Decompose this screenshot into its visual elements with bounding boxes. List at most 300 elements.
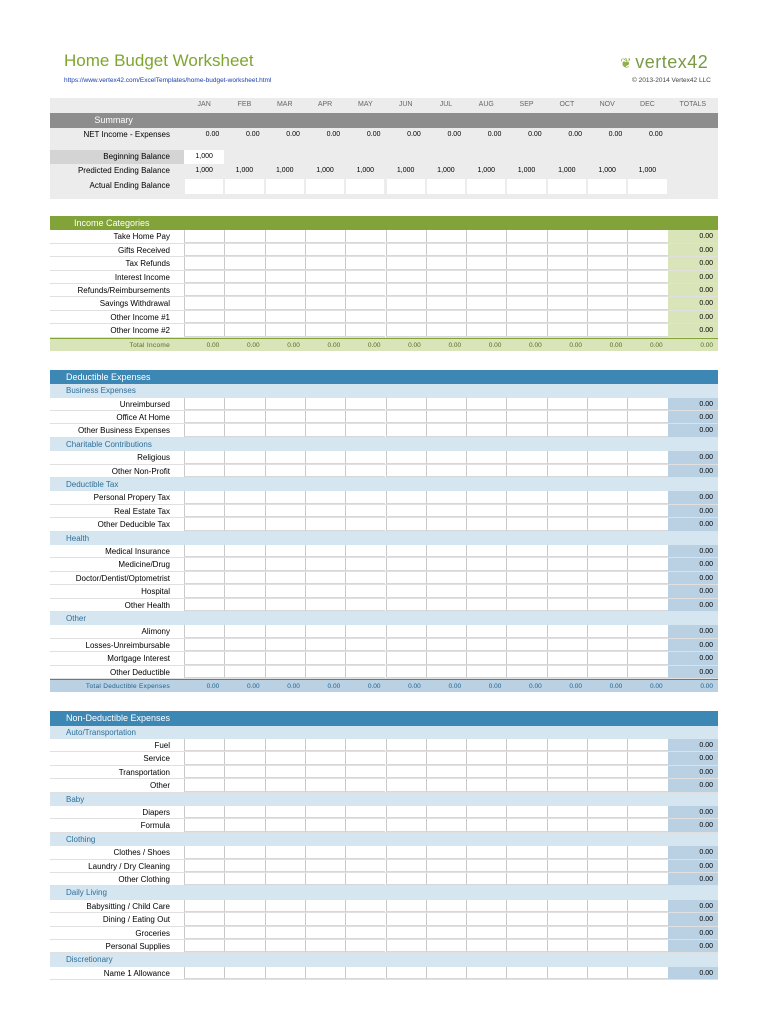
- amount-input[interactable]: [345, 505, 385, 517]
- amount-input[interactable]: [587, 257, 627, 269]
- amount-input[interactable]: [426, 398, 466, 410]
- amount-input[interactable]: [386, 545, 426, 557]
- amount-input[interactable]: [547, 257, 587, 269]
- amount-input[interactable]: [345, 819, 385, 831]
- amount-input[interactable]: [305, 230, 345, 242]
- amount-input[interactable]: [466, 652, 506, 664]
- amount-input[interactable]: [506, 518, 546, 530]
- amount-input[interactable]: [386, 244, 426, 256]
- amount-input[interactable]: [506, 752, 546, 764]
- amount-input[interactable]: [426, 599, 466, 611]
- amount-input[interactable]: [386, 752, 426, 764]
- amount-input[interactable]: [547, 752, 587, 764]
- amount-input[interactable]: [305, 873, 345, 885]
- amount-input[interactable]: [345, 518, 385, 530]
- amount-input[interactable]: [224, 572, 264, 584]
- amount-input[interactable]: [506, 860, 546, 872]
- amount-input[interactable]: [345, 913, 385, 925]
- amount-input[interactable]: [627, 491, 667, 503]
- amount-input[interactable]: [587, 491, 627, 503]
- amount-input[interactable]: [265, 913, 305, 925]
- amount-input[interactable]: [506, 572, 546, 584]
- amount-input[interactable]: [345, 967, 385, 979]
- amount-input[interactable]: [184, 230, 224, 242]
- amount-input[interactable]: [224, 819, 264, 831]
- amount-input[interactable]: [345, 284, 385, 296]
- amount-input[interactable]: [426, 873, 466, 885]
- amount-input[interactable]: [426, 284, 466, 296]
- amount-input[interactable]: [627, 465, 667, 477]
- amount-input[interactable]: [627, 311, 667, 323]
- actual-balance-input[interactable]: [548, 179, 586, 194]
- amount-input[interactable]: [345, 739, 385, 751]
- amount-input[interactable]: [265, 846, 305, 858]
- amount-input[interactable]: [627, 846, 667, 858]
- amount-input[interactable]: [506, 411, 546, 423]
- amount-input[interactable]: [265, 766, 305, 778]
- amount-input[interactable]: [547, 284, 587, 296]
- amount-input[interactable]: [224, 545, 264, 557]
- amount-input[interactable]: [224, 927, 264, 939]
- amount-input[interactable]: [345, 244, 385, 256]
- amount-input[interactable]: [265, 639, 305, 651]
- amount-input[interactable]: [345, 451, 385, 463]
- amount-input[interactable]: [506, 873, 546, 885]
- amount-input[interactable]: [506, 739, 546, 751]
- amount-input[interactable]: [426, 625, 466, 637]
- amount-input[interactable]: [224, 451, 264, 463]
- amount-input[interactable]: [466, 806, 506, 818]
- amount-input[interactable]: [386, 806, 426, 818]
- amount-input[interactable]: [426, 927, 466, 939]
- amount-input[interactable]: [265, 779, 305, 791]
- amount-input[interactable]: [506, 819, 546, 831]
- amount-input[interactable]: [426, 451, 466, 463]
- amount-input[interactable]: [627, 599, 667, 611]
- amount-input[interactable]: [224, 913, 264, 925]
- amount-input[interactable]: [587, 806, 627, 818]
- amount-input[interactable]: [265, 257, 305, 269]
- amount-input[interactable]: [184, 860, 224, 872]
- amount-input[interactable]: [305, 766, 345, 778]
- amount-input[interactable]: [587, 625, 627, 637]
- amount-input[interactable]: [345, 639, 385, 651]
- amount-input[interactable]: [224, 284, 264, 296]
- amount-input[interactable]: [426, 271, 466, 283]
- amount-input[interactable]: [345, 625, 385, 637]
- amount-input[interactable]: [265, 940, 305, 952]
- amount-input[interactable]: [426, 967, 466, 979]
- amount-input[interactable]: [547, 652, 587, 664]
- amount-input[interactable]: [184, 819, 224, 831]
- amount-input[interactable]: [547, 900, 587, 912]
- amount-input[interactable]: [466, 284, 506, 296]
- amount-input[interactable]: [587, 927, 627, 939]
- amount-input[interactable]: [426, 257, 466, 269]
- amount-input[interactable]: [184, 967, 224, 979]
- amount-input[interactable]: [345, 752, 385, 764]
- amount-input[interactable]: [265, 666, 305, 678]
- actual-balance-input[interactable]: [266, 179, 304, 194]
- amount-input[interactable]: [305, 545, 345, 557]
- amount-input[interactable]: [547, 873, 587, 885]
- amount-input[interactable]: [224, 398, 264, 410]
- actual-balance-input[interactable]: [387, 179, 425, 194]
- amount-input[interactable]: [587, 411, 627, 423]
- amount-input[interactable]: [426, 572, 466, 584]
- amount-input[interactable]: [627, 411, 667, 423]
- amount-input[interactable]: [265, 558, 305, 570]
- amount-input[interactable]: [587, 639, 627, 651]
- amount-input[interactable]: [627, 779, 667, 791]
- amount-input[interactable]: [184, 244, 224, 256]
- amount-input[interactable]: [426, 766, 466, 778]
- amount-input[interactable]: [466, 545, 506, 557]
- amount-input[interactable]: [466, 558, 506, 570]
- amount-input[interactable]: [386, 505, 426, 517]
- amount-input[interactable]: [184, 666, 224, 678]
- amount-input[interactable]: [224, 324, 264, 336]
- amount-input[interactable]: [426, 424, 466, 436]
- amount-input[interactable]: [184, 297, 224, 309]
- amount-input[interactable]: [547, 846, 587, 858]
- amount-input[interactable]: [386, 639, 426, 651]
- amount-input[interactable]: [547, 297, 587, 309]
- amount-input[interactable]: [224, 518, 264, 530]
- amount-input[interactable]: [184, 846, 224, 858]
- amount-input[interactable]: [305, 311, 345, 323]
- actual-balance-input[interactable]: [306, 179, 344, 194]
- amount-input[interactable]: [305, 424, 345, 436]
- amount-input[interactable]: [265, 271, 305, 283]
- amount-input[interactable]: [547, 451, 587, 463]
- amount-input[interactable]: [305, 752, 345, 764]
- amount-input[interactable]: [224, 873, 264, 885]
- amount-input[interactable]: [506, 284, 546, 296]
- amount-input[interactable]: [265, 967, 305, 979]
- amount-input[interactable]: [466, 257, 506, 269]
- amount-input[interactable]: [426, 505, 466, 517]
- amount-input[interactable]: [426, 819, 466, 831]
- amount-input[interactable]: [305, 271, 345, 283]
- template-url-link[interactable]: https://www.vertex42.com/ExcelTemplates/home-budget-worksheet.html: [64, 77, 272, 84]
- amount-input[interactable]: [466, 819, 506, 831]
- amount-input[interactable]: [426, 491, 466, 503]
- amount-input[interactable]: [345, 572, 385, 584]
- amount-input[interactable]: [386, 625, 426, 637]
- amount-input[interactable]: [547, 244, 587, 256]
- amount-input[interactable]: [627, 257, 667, 269]
- amount-input[interactable]: [305, 244, 345, 256]
- amount-input[interactable]: [386, 284, 426, 296]
- amount-input[interactable]: [184, 940, 224, 952]
- actual-balance-input[interactable]: [346, 179, 384, 194]
- amount-input[interactable]: [305, 398, 345, 410]
- amount-input[interactable]: [386, 424, 426, 436]
- amount-input[interactable]: [345, 873, 385, 885]
- amount-input[interactable]: [345, 311, 385, 323]
- amount-input[interactable]: [506, 324, 546, 336]
- amount-input[interactable]: [184, 599, 224, 611]
- amount-input[interactable]: [466, 491, 506, 503]
- amount-input[interactable]: [265, 518, 305, 530]
- amount-input[interactable]: [224, 739, 264, 751]
- amount-input[interactable]: [587, 311, 627, 323]
- amount-input[interactable]: [345, 491, 385, 503]
- amount-input[interactable]: [587, 940, 627, 952]
- amount-input[interactable]: [587, 666, 627, 678]
- amount-input[interactable]: [587, 846, 627, 858]
- amount-input[interactable]: [224, 652, 264, 664]
- amount-input[interactable]: [627, 558, 667, 570]
- amount-input[interactable]: [426, 846, 466, 858]
- amount-input[interactable]: [587, 398, 627, 410]
- amount-input[interactable]: [547, 625, 587, 637]
- amount-input[interactable]: [386, 324, 426, 336]
- amount-input[interactable]: [466, 451, 506, 463]
- amount-input[interactable]: [627, 873, 667, 885]
- amount-input[interactable]: [224, 900, 264, 912]
- amount-input[interactable]: [547, 230, 587, 242]
- amount-input[interactable]: [506, 257, 546, 269]
- amount-input[interactable]: [627, 940, 667, 952]
- amount-input[interactable]: [506, 230, 546, 242]
- amount-input[interactable]: [386, 311, 426, 323]
- amount-input[interactable]: [184, 625, 224, 637]
- amount-input[interactable]: [305, 779, 345, 791]
- amount-input[interactable]: [426, 518, 466, 530]
- amount-input[interactable]: [386, 411, 426, 423]
- amount-input[interactable]: [305, 860, 345, 872]
- amount-input[interactable]: [224, 505, 264, 517]
- amount-input[interactable]: [265, 819, 305, 831]
- amount-input[interactable]: [506, 398, 546, 410]
- amount-input[interactable]: [506, 491, 546, 503]
- amount-input[interactable]: [627, 639, 667, 651]
- amount-input[interactable]: [184, 900, 224, 912]
- amount-input[interactable]: [627, 284, 667, 296]
- amount-input[interactable]: [224, 491, 264, 503]
- amount-input[interactable]: [426, 311, 466, 323]
- amount-input[interactable]: [466, 666, 506, 678]
- amount-input[interactable]: [345, 599, 385, 611]
- amount-input[interactable]: [386, 900, 426, 912]
- amount-input[interactable]: [265, 572, 305, 584]
- amount-input[interactable]: [587, 271, 627, 283]
- amount-input[interactable]: [627, 967, 667, 979]
- amount-input[interactable]: [305, 505, 345, 517]
- amount-input[interactable]: [345, 271, 385, 283]
- amount-input[interactable]: [224, 940, 264, 952]
- amount-input[interactable]: [345, 424, 385, 436]
- amount-input[interactable]: [466, 900, 506, 912]
- amount-input[interactable]: [305, 739, 345, 751]
- amount-input[interactable]: [506, 311, 546, 323]
- amount-input[interactable]: [184, 411, 224, 423]
- amount-input[interactable]: [305, 846, 345, 858]
- amount-input[interactable]: [386, 652, 426, 664]
- amount-input[interactable]: [224, 297, 264, 309]
- amount-input[interactable]: [587, 652, 627, 664]
- amount-input[interactable]: [265, 900, 305, 912]
- amount-input[interactable]: [506, 846, 546, 858]
- amount-input[interactable]: [426, 297, 466, 309]
- amount-input[interactable]: [547, 518, 587, 530]
- amount-input[interactable]: [627, 666, 667, 678]
- amount-input[interactable]: [587, 873, 627, 885]
- amount-input[interactable]: [547, 766, 587, 778]
- amount-input[interactable]: [386, 927, 426, 939]
- amount-input[interactable]: [547, 819, 587, 831]
- amount-input[interactable]: [506, 271, 546, 283]
- amount-input[interactable]: [547, 424, 587, 436]
- amount-input[interactable]: [305, 599, 345, 611]
- amount-input[interactable]: [547, 779, 587, 791]
- amount-input[interactable]: [426, 411, 466, 423]
- amount-input[interactable]: [265, 424, 305, 436]
- amount-input[interactable]: [506, 558, 546, 570]
- amount-input[interactable]: [466, 599, 506, 611]
- amount-input[interactable]: [506, 639, 546, 651]
- amount-input[interactable]: [345, 398, 385, 410]
- amount-input[interactable]: [386, 585, 426, 597]
- amount-input[interactable]: [386, 518, 426, 530]
- amount-input[interactable]: [506, 940, 546, 952]
- amount-input[interactable]: [345, 230, 385, 242]
- amount-input[interactable]: [224, 244, 264, 256]
- amount-input[interactable]: [587, 324, 627, 336]
- amount-input[interactable]: [547, 599, 587, 611]
- amount-input[interactable]: [184, 324, 224, 336]
- amount-input[interactable]: [426, 652, 466, 664]
- amount-input[interactable]: [345, 846, 385, 858]
- amount-input[interactable]: [547, 572, 587, 584]
- amount-input[interactable]: [224, 779, 264, 791]
- amount-input[interactable]: [386, 666, 426, 678]
- amount-input[interactable]: [426, 752, 466, 764]
- amount-input[interactable]: [587, 297, 627, 309]
- amount-input[interactable]: [466, 846, 506, 858]
- amount-input[interactable]: [184, 311, 224, 323]
- amount-input[interactable]: [627, 572, 667, 584]
- amount-input[interactable]: [184, 465, 224, 477]
- amount-input[interactable]: [466, 739, 506, 751]
- amount-input[interactable]: [627, 324, 667, 336]
- amount-input[interactable]: [305, 967, 345, 979]
- amount-input[interactable]: [627, 806, 667, 818]
- amount-input[interactable]: [265, 324, 305, 336]
- amount-input[interactable]: [547, 860, 587, 872]
- amount-input[interactable]: [386, 297, 426, 309]
- amount-input[interactable]: [305, 900, 345, 912]
- amount-input[interactable]: [466, 779, 506, 791]
- amount-input[interactable]: [587, 572, 627, 584]
- amount-input[interactable]: [547, 913, 587, 925]
- amount-input[interactable]: [184, 398, 224, 410]
- amount-input[interactable]: [587, 766, 627, 778]
- amount-input[interactable]: [224, 625, 264, 637]
- amount-input[interactable]: [547, 967, 587, 979]
- amount-input[interactable]: [386, 599, 426, 611]
- amount-input[interactable]: [386, 819, 426, 831]
- amount-input[interactable]: [184, 572, 224, 584]
- amount-input[interactable]: [466, 271, 506, 283]
- amount-input[interactable]: [386, 739, 426, 751]
- amount-input[interactable]: [305, 465, 345, 477]
- amount-input[interactable]: [547, 465, 587, 477]
- amount-input[interactable]: [627, 297, 667, 309]
- amount-input[interactable]: [345, 585, 385, 597]
- amount-input[interactable]: [386, 257, 426, 269]
- amount-input[interactable]: [466, 967, 506, 979]
- amount-input[interactable]: [466, 244, 506, 256]
- amount-input[interactable]: [386, 940, 426, 952]
- amount-input[interactable]: [224, 465, 264, 477]
- amount-input[interactable]: [184, 873, 224, 885]
- amount-input[interactable]: [265, 244, 305, 256]
- amount-input[interactable]: [506, 545, 546, 557]
- amount-input[interactable]: [466, 913, 506, 925]
- amount-input[interactable]: [305, 324, 345, 336]
- amount-input[interactable]: [466, 625, 506, 637]
- amount-input[interactable]: [224, 766, 264, 778]
- amount-input[interactable]: [265, 625, 305, 637]
- amount-input[interactable]: [426, 324, 466, 336]
- amount-input[interactable]: [386, 913, 426, 925]
- amount-input[interactable]: [587, 819, 627, 831]
- amount-input[interactable]: [547, 806, 587, 818]
- amount-input[interactable]: [386, 779, 426, 791]
- amount-input[interactable]: [345, 411, 385, 423]
- amount-input[interactable]: [224, 752, 264, 764]
- amount-input[interactable]: [547, 324, 587, 336]
- amount-input[interactable]: [345, 779, 385, 791]
- amount-input[interactable]: [265, 297, 305, 309]
- amount-input[interactable]: [265, 491, 305, 503]
- amount-input[interactable]: [265, 465, 305, 477]
- amount-input[interactable]: [627, 860, 667, 872]
- amount-input[interactable]: [345, 297, 385, 309]
- amount-input[interactable]: [184, 491, 224, 503]
- amount-input[interactable]: [224, 639, 264, 651]
- amount-input[interactable]: [386, 491, 426, 503]
- amount-input[interactable]: [627, 752, 667, 764]
- amount-input[interactable]: [627, 900, 667, 912]
- amount-input[interactable]: [184, 518, 224, 530]
- amount-input[interactable]: [224, 585, 264, 597]
- amount-input[interactable]: [184, 752, 224, 764]
- amount-input[interactable]: [627, 625, 667, 637]
- amount-input[interactable]: [386, 873, 426, 885]
- amount-input[interactable]: [345, 900, 385, 912]
- amount-input[interactable]: [305, 913, 345, 925]
- amount-input[interactable]: [305, 666, 345, 678]
- amount-input[interactable]: [547, 940, 587, 952]
- amount-input[interactable]: [305, 819, 345, 831]
- amount-input[interactable]: [466, 465, 506, 477]
- amount-input[interactable]: [547, 739, 587, 751]
- amount-input[interactable]: [386, 465, 426, 477]
- amount-input[interactable]: [224, 424, 264, 436]
- amount-input[interactable]: [426, 739, 466, 751]
- amount-input[interactable]: [224, 411, 264, 423]
- amount-input[interactable]: [627, 819, 667, 831]
- amount-input[interactable]: [184, 639, 224, 651]
- amount-input[interactable]: [224, 230, 264, 242]
- amount-input[interactable]: [265, 398, 305, 410]
- amount-input[interactable]: [587, 558, 627, 570]
- amount-input[interactable]: [466, 311, 506, 323]
